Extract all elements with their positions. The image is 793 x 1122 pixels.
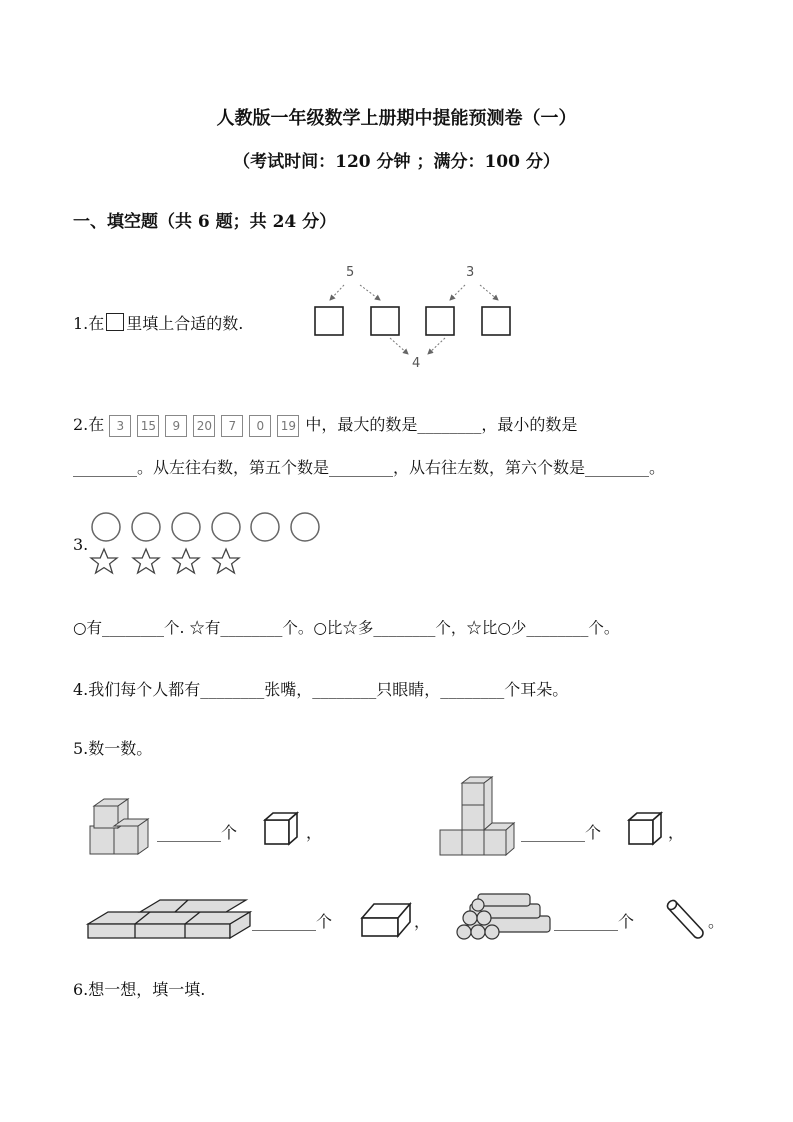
log-stack-icon [457, 894, 550, 939]
number-card: 0 [249, 415, 271, 437]
q5-blank-a: ________个 [157, 823, 238, 842]
q5-blank-b: ________个 [521, 823, 602, 842]
cylinder-icon [666, 899, 703, 938]
cube-icon [629, 813, 661, 844]
q5-sep-b: ， [668, 823, 685, 842]
q5-blank-d: ________个 [554, 912, 635, 931]
section-heading: 一、填空题（共 6 题；共 24 分） [73, 212, 337, 232]
q5-blank-c: ________个 [252, 912, 333, 931]
brick-icon [362, 904, 410, 936]
number-card: 3 [109, 415, 131, 437]
q5-sep-a: ， [306, 823, 323, 842]
q1-suffix: 里填上合适的数. [126, 314, 244, 333]
q5-sep-c: ， [414, 912, 431, 931]
number-card: 19 [277, 415, 299, 437]
number-card: 15 [137, 415, 159, 437]
number-card: 9 [165, 415, 187, 437]
q2-line2: ________。从左往右数，第五个数是________，从右往左数，第六个数是________。 [73, 458, 666, 477]
q3-label: 3. [73, 535, 89, 554]
stacked-cubes-icon [90, 799, 148, 854]
question-6: 6.想一想，填一填. [73, 980, 206, 999]
question-4: 4.我们每个人都有________张嘴，________只眼睛，________个耳朵。 [73, 680, 569, 699]
cube-icon [265, 813, 297, 844]
q2-prefix: 2.在 [73, 415, 105, 434]
q1-prefix: 1.在 [73, 314, 105, 333]
number-card: 7 [221, 415, 243, 437]
q3-text: ○有________个. ☆有________个。○比☆多________个，☆比○少________个。 [73, 619, 620, 637]
q1-top-left-number: 5 [346, 265, 355, 280]
q5-heading: 5.数一数。 [73, 739, 153, 758]
cube-tower-icon [440, 777, 514, 855]
q1-bottom-number: 4 [412, 356, 421, 371]
flat-blocks-icon [88, 900, 250, 938]
number-card: 20 [193, 415, 215, 437]
q1-top-right-number: 3 [466, 265, 475, 280]
q5-sep-d: 。 [708, 912, 725, 931]
page-title: 人教版一年级数学上册期中提能预测卷（一） [216, 108, 577, 129]
exam-info: （考试时间：120 分钟 ；满分：100 分） [233, 152, 560, 172]
q2-line1: 中，最大的数是________，最小的数是 [305, 415, 578, 434]
